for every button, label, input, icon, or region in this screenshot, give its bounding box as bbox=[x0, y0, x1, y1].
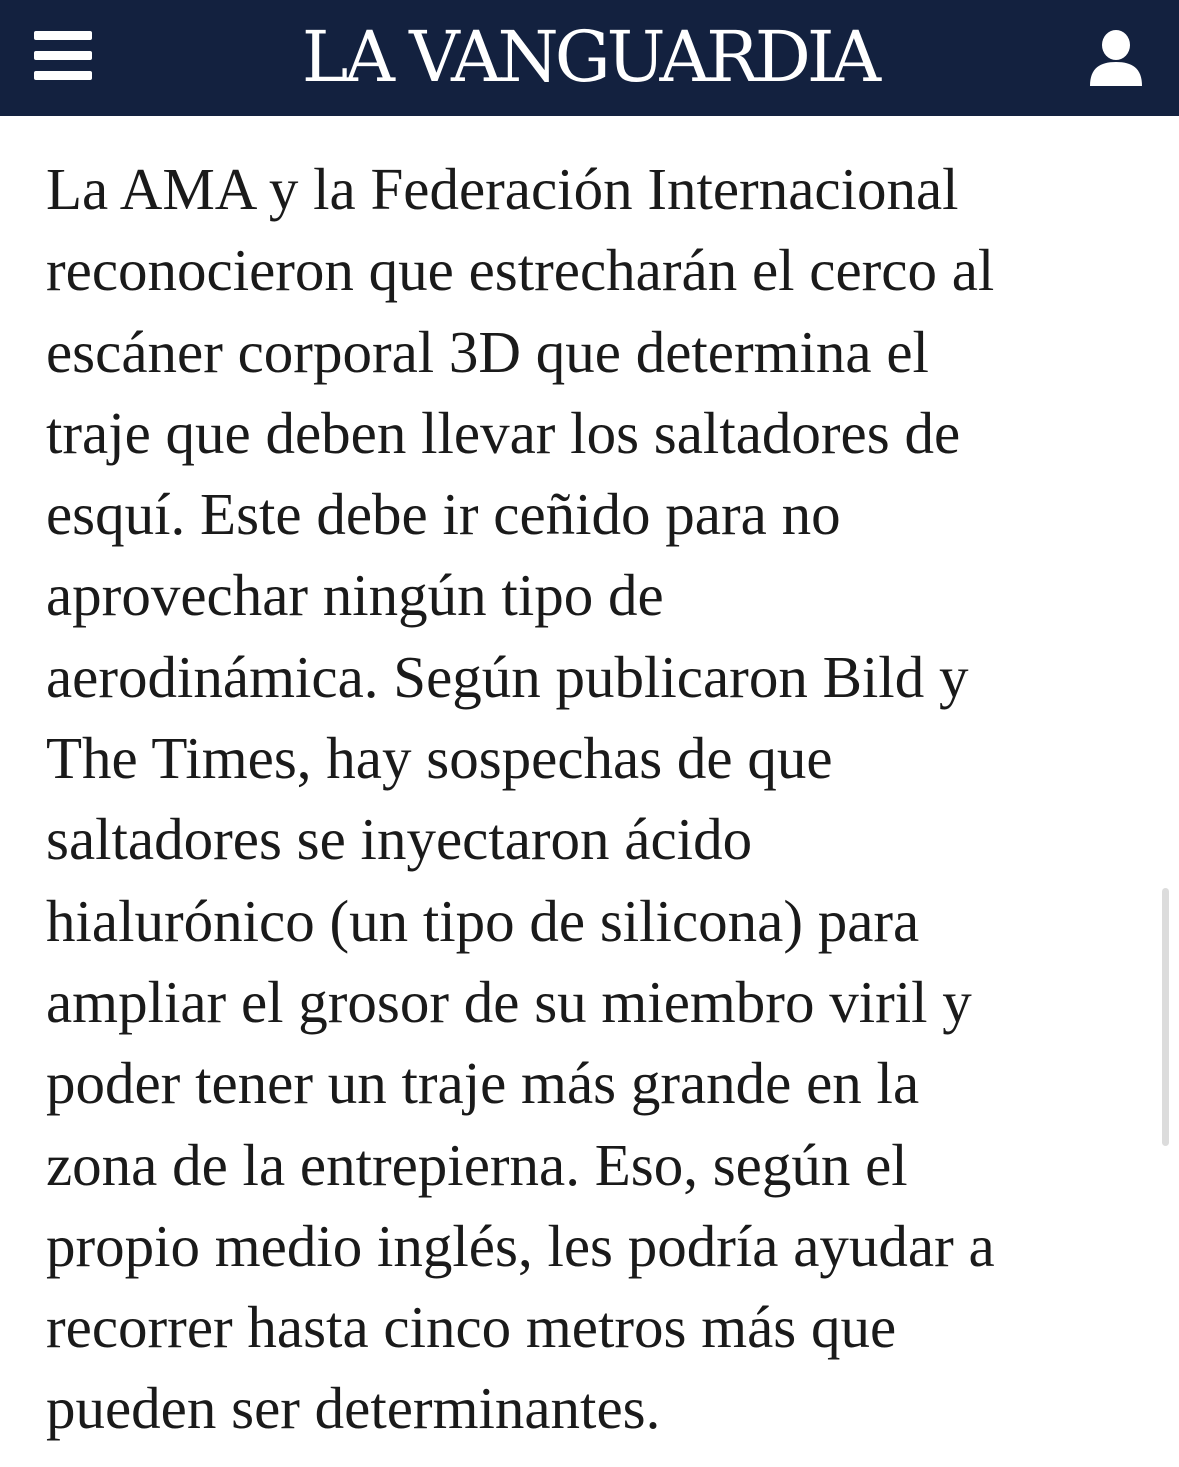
article-line: ampliar el grosor de su miembro viril y bbox=[46, 968, 972, 1035]
article-line: aprovechar ningún tipo de bbox=[46, 562, 664, 629]
article-line: reconocieron que estrecharán el cerco al bbox=[46, 237, 995, 304]
site-logo[interactable]: LA VANGUARDIA bbox=[301, 16, 878, 98]
article-line: esquí. Este debe ir ceñido para no bbox=[46, 481, 841, 548]
user-icon-glyph bbox=[1088, 28, 1144, 88]
article-line: propio medio inglés, les podría ayudar a bbox=[46, 1212, 995, 1279]
user-icon[interactable] bbox=[1088, 28, 1144, 88]
scrollbar[interactable] bbox=[1162, 888, 1169, 1146]
article-line: pueden ser determinantes. bbox=[46, 1375, 661, 1442]
article-line: poder tener un traje más grande en la bbox=[46, 1050, 920, 1117]
article-line: recorrer hasta cinco metros más que bbox=[46, 1294, 897, 1361]
article-body bbox=[46, 149, 1156, 1450]
site-header bbox=[0, 0, 1179, 116]
article-line: saltadores se inyectaron ácido bbox=[46, 806, 753, 873]
article-line: escáner corporal 3D que determina el bbox=[46, 318, 929, 385]
article-line: hialurónico (un tipo de silicona) para bbox=[46, 887, 920, 954]
article-line: La AMA y la Federación Internacional bbox=[46, 156, 959, 222]
article-line: The Times, hay sospechas de que bbox=[46, 725, 833, 792]
article-line: traje que deben llevar los saltadores de bbox=[46, 399, 961, 466]
article-line: zona de la entrepierna. Eso, según el bbox=[46, 1131, 908, 1198]
article-line: aerodinámica. Según publicaron Bild y bbox=[46, 643, 969, 710]
